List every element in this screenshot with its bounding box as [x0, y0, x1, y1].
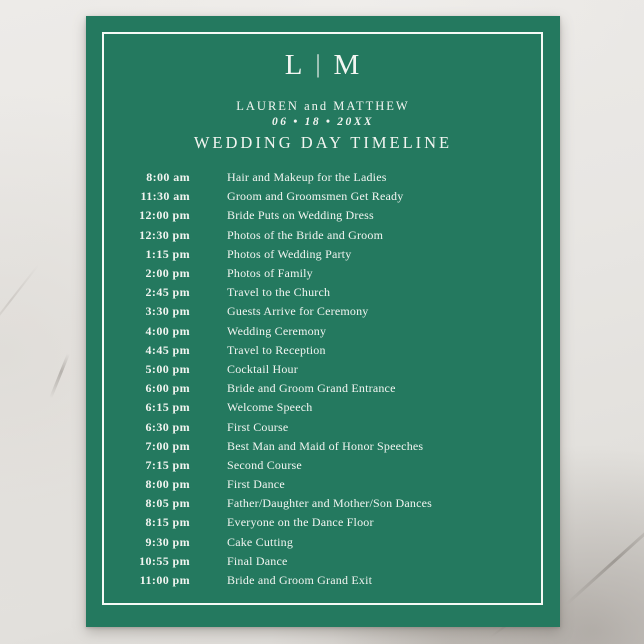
page-title: WEDDING DAY TIMELINE	[193, 133, 453, 152]
timeline-row	[86, 302, 556, 321]
timeline-event: Photos of Family	[227, 266, 313, 281]
wedding-program-card	[86, 16, 560, 627]
timeline-row	[86, 571, 556, 590]
timeline-row	[86, 226, 556, 245]
timeline-time: 6:15 pm	[145, 400, 190, 415]
timeline-time: 11:00 pm	[139, 573, 190, 588]
timeline-row	[86, 513, 556, 532]
timeline-row	[86, 379, 556, 398]
wedding-date: 06 • 18 • 20XX	[271, 116, 375, 128]
timeline-event: Everyone on the Dance Floor	[227, 515, 374, 530]
timeline-row	[86, 168, 556, 187]
timeline-time: 8:15 pm	[145, 515, 190, 530]
timeline-event: Cocktail Hour	[227, 361, 298, 376]
timeline-row	[86, 417, 556, 436]
timeline-row	[86, 552, 556, 571]
timeline-row	[86, 187, 556, 206]
timeline-time: 3:30 pm	[145, 304, 190, 319]
timeline-event: First Course	[227, 419, 289, 434]
timeline-row	[86, 206, 556, 225]
timeline-event: Bride Puts on Wedding Dress	[227, 208, 374, 223]
timeline-row	[86, 360, 556, 379]
timeline-event: Welcome Speech	[227, 400, 313, 415]
timeline-time: 12:00 pm	[139, 208, 190, 223]
timeline-row	[86, 341, 556, 360]
timeline-event: Groom and Groomsmen Get Ready	[227, 189, 404, 204]
timeline-event: Wedding Ceremony	[227, 323, 327, 338]
timeline-event: Photos of the Bride and Groom	[227, 227, 384, 242]
timeline-event: Hair and Makeup for the Ladies	[227, 170, 387, 185]
timeline-time: 4:45 pm	[145, 342, 190, 357]
timeline-row	[86, 283, 556, 302]
timeline-row	[86, 456, 556, 475]
timeline-event: Travel to Reception	[227, 342, 326, 357]
couple-names: LAUREN and MATTHEW	[236, 99, 410, 113]
monogram	[86, 50, 560, 82]
marble-vein	[49, 353, 70, 399]
timeline-row	[86, 533, 556, 552]
timeline-time: 7:15 pm	[145, 457, 190, 472]
timeline-time: 9:30 pm	[145, 534, 190, 549]
timeline-row	[86, 264, 556, 283]
timeline-event: Travel to the Church	[227, 285, 331, 300]
timeline-event: Photos of Wedding Party	[227, 246, 352, 261]
timeline-time: 4:00 pm	[145, 323, 190, 338]
timeline-event: Final Dance	[227, 553, 288, 568]
monogram-divider: |	[315, 51, 323, 78]
timeline-time: 8:05 pm	[145, 496, 190, 511]
timeline-time: 2:45 pm	[145, 285, 190, 300]
timeline-list	[86, 168, 556, 590]
timeline-event: Guests Arrive for Ceremony	[227, 304, 369, 319]
timeline-time: 6:30 pm	[145, 419, 190, 434]
timeline-event: Cake Cutting	[227, 534, 294, 549]
timeline-row	[86, 494, 556, 513]
timeline-event: Father/Daughter and Mother/Son Dances	[227, 496, 433, 511]
timeline-time: 1:15 pm	[145, 246, 190, 261]
timeline-time: 2:00 pm	[145, 266, 190, 281]
timeline-row	[86, 437, 556, 456]
timeline-event: Bride and Groom Grand Entrance	[227, 381, 396, 396]
timeline-event: First Dance	[227, 477, 285, 492]
timeline-time: 8:00 am	[146, 170, 190, 185]
timeline-row	[86, 398, 556, 417]
timeline-event: Bride and Groom Grand Exit	[227, 573, 373, 588]
timeline-row	[86, 322, 556, 341]
timeline-time: 7:00 pm	[145, 438, 190, 453]
timeline-time: 5:00 pm	[145, 361, 190, 376]
marble-vein	[565, 516, 644, 605]
timeline-row	[86, 245, 556, 264]
monogram-initial-right: M	[333, 49, 362, 81]
timeline-event: Best Man and Maid of Honor Speeches	[227, 438, 424, 453]
marble-vein	[0, 264, 39, 336]
timeline-time: 12:30 pm	[139, 227, 190, 242]
timeline-time: 11:30 am	[140, 189, 190, 204]
timeline-event: Second Course	[227, 457, 302, 472]
timeline-time: 8:00 pm	[145, 477, 190, 492]
timeline-row	[86, 475, 556, 494]
timeline-time: 6:00 pm	[145, 381, 190, 396]
monogram-initial-left: L	[284, 49, 305, 81]
timeline-time: 10:55 pm	[139, 553, 190, 568]
